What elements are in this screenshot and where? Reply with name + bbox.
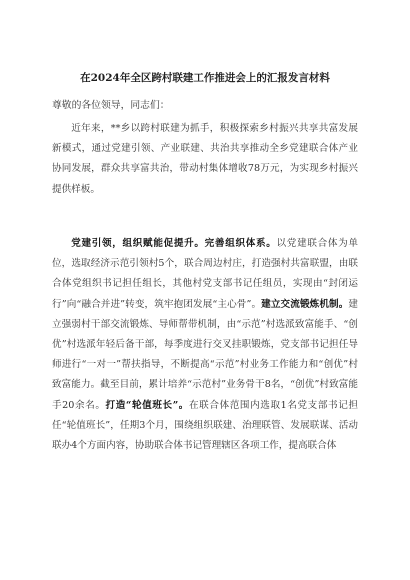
greeting: 尊敬的各位领导，同志们： — [52, 100, 170, 111]
paragraph-intro: 近年来，**乡以跨村联建为抓手，积极探索乡村振兴共享共富发展新模式，通过党建引领、产业联建、共治共享推动全乡党建联合体产业协同发展，群众共享富共治，带动村集体增收78万元，为实现乡村振兴提供样板。 — [52, 123, 358, 195]
heading-organization-system: 党建引领，组织赋能促提升。完善组织体系。 — [71, 238, 277, 249]
paragraph-text: 在联合体范围内选取1名党支部书记担任“轮值班长”，任期3个月，围绕组织联建、治理联管、发展联谋、活动联办4个方面内容，协助联合体书记管理辖区各项工作，提高联合体 — [52, 399, 358, 452]
paragraph-text: 建立强弱村干部交流锻炼、导师帮带机制，由“示范”村选派致富能手、“创优”村选派年轻后备干部，每季度进行交叉挂职锻炼，党支部书记担任导师进行“一对一”帮扶指导，不断提高“示范”村业务工作能力和“创优”村致富能力。截至目前，累计培养“示范村”业务骨干8名，“创优”村致富能手20余名。 — [52, 298, 358, 411]
paragraph-party-building — [52, 234, 358, 456]
heading-rotating-leader: 打造“轮值班长”。 — [105, 399, 189, 411]
paragraph-text: 以党建联合体为单位，选取经济示范引领村5个，联合周边村庄，打造强村共富联盟，由联合体党组织书记担任组长，其他村党支部书记任组员，实现由“封闭运行”向“融合并进”转变，筑牢抱团发展“主心骨”。 — [52, 238, 359, 310]
document-title: 在2024年全区跨村联建工作推进会上的汇报发言材料 — [80, 72, 330, 84]
heading-exchange-mechanism: 建立交流锻炼机制。 — [261, 298, 349, 310]
